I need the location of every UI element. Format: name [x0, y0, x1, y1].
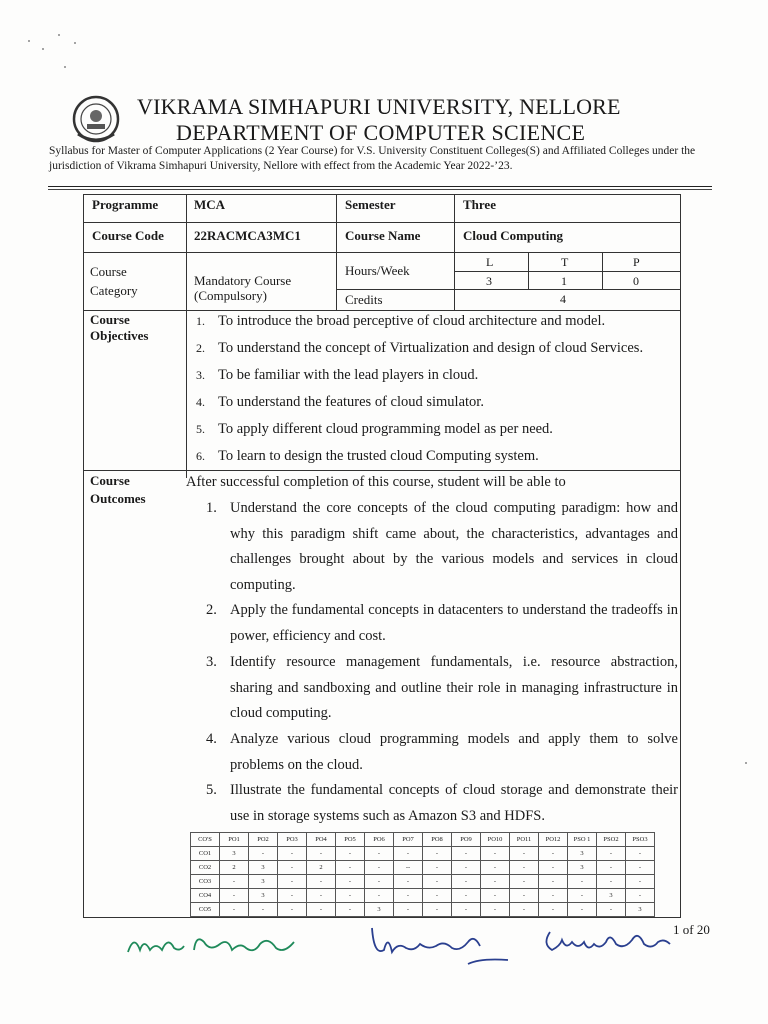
po-cell: 3	[568, 861, 597, 875]
po-cell: -	[423, 903, 452, 917]
po-cell: -	[307, 875, 336, 889]
objective-text: To be familiar with the lead players in cloud.	[218, 367, 479, 383]
po-header-cell: PO8	[423, 833, 452, 847]
po-cell: -	[336, 889, 365, 903]
po-cell: CO4	[191, 889, 220, 903]
outcomes-label-2: Outcomes	[90, 491, 146, 506]
po-cell: 3	[220, 847, 249, 861]
header-rule-thin	[48, 189, 712, 190]
objective-text: To understand the concept of Virtualization and design of cloud Services.	[218, 340, 644, 356]
po-cell: -	[539, 889, 568, 903]
objective-item	[196, 367, 478, 384]
po-cell: -	[452, 861, 481, 875]
po-header-cell: PO11	[510, 833, 539, 847]
outcome-text: Apply the fundamental concepts in datacenters to understand the tradeoffs in power, efficiency and cost.	[230, 602, 678, 644]
course-code-value: 22RACMCA3MC1	[194, 228, 301, 243]
table-divider	[454, 271, 681, 272]
scan-speck	[64, 66, 66, 68]
outcome-number: 5.	[206, 782, 217, 798]
po-cell: -	[278, 861, 307, 875]
po-cell: -	[423, 875, 452, 889]
po-cell: 3	[249, 875, 278, 889]
scan-speck	[58, 34, 60, 36]
po-cell: -	[423, 847, 452, 861]
hours-label: Hours/Week	[345, 263, 410, 278]
t-label: T	[561, 255, 569, 269]
course-category-label-2: Category	[90, 283, 138, 298]
objectives-label: Course	[90, 312, 130, 327]
po-header-cell: PO6	[365, 833, 394, 847]
po-cell: -	[365, 875, 394, 889]
category-value: Mandatory Course	[194, 273, 292, 288]
objective-item	[196, 421, 553, 438]
po-cell: -	[336, 903, 365, 917]
po-cell: -	[394, 903, 423, 917]
po-cell: CO5	[191, 903, 220, 917]
objective-item	[196, 394, 484, 411]
po-cell: -	[597, 847, 626, 861]
po-cell: -	[278, 875, 307, 889]
po-cell: -	[597, 861, 626, 875]
po-row	[191, 861, 655, 875]
scan-speck	[74, 42, 76, 44]
semester-value: Three	[463, 197, 496, 212]
po-cell: -	[481, 903, 510, 917]
po-cell: -	[249, 903, 278, 917]
po-header-cell: PO9	[452, 833, 481, 847]
p-value: 0	[633, 274, 639, 288]
objective-number: 4.	[196, 395, 205, 409]
credits-value: 4	[560, 292, 566, 306]
po-cell: -	[510, 889, 539, 903]
objectives-label-2: Objectives	[90, 328, 149, 343]
po-cell: 2	[220, 861, 249, 875]
po-header-cell: CO'S	[191, 833, 220, 847]
table-divider	[83, 252, 681, 253]
outcome-number: 1.	[206, 500, 217, 516]
po-header-cell: PO10	[481, 833, 510, 847]
po-header-cell: PSO 1	[568, 833, 597, 847]
course-name-value: Cloud Computing	[463, 228, 564, 243]
department-title: DEPARTMENT OF COMPUTER SCIENCE	[176, 120, 586, 145]
signature-1	[124, 928, 304, 962]
po-cell: -	[597, 875, 626, 889]
objective-text: To apply different cloud programming model as per need.	[218, 421, 553, 437]
po-cell: -	[278, 847, 307, 861]
po-mapping-table	[190, 832, 655, 917]
po-header-cell: PSO2	[597, 833, 626, 847]
objective-item	[196, 340, 643, 357]
po-header-cell: PO4	[307, 833, 336, 847]
table-divider	[83, 222, 681, 223]
t-value: 1	[561, 274, 567, 288]
credits-label: Credits	[345, 292, 383, 307]
outcome-item	[206, 727, 678, 778]
programme-value: MCA	[194, 197, 226, 212]
objective-text: To understand the features of cloud simulator.	[218, 394, 484, 410]
outcome-number: 3.	[206, 654, 217, 670]
outcome-item	[206, 496, 678, 598]
po-cell: -	[249, 847, 278, 861]
po-cell: -	[336, 861, 365, 875]
outcome-text: Analyze various cloud programming models and apply them to solve problems on the cloud.	[230, 731, 678, 773]
po-cell: -	[220, 889, 249, 903]
outcome-text: Illustrate the fundamental concepts of cloud storage and demonstrate their use in storage systems such as Amazon S3 and HDFS.	[230, 782, 678, 824]
po-cell: -	[220, 875, 249, 889]
po-cell: 3	[249, 861, 278, 875]
po-cell: -	[452, 889, 481, 903]
po-row	[191, 875, 655, 889]
po-cell: -	[510, 847, 539, 861]
po-cell: CO1	[191, 847, 220, 861]
po-cell: -	[394, 847, 423, 861]
semester-label: Semester	[345, 197, 396, 212]
po-cell: -	[597, 903, 626, 917]
po-cell: -	[481, 875, 510, 889]
po-row	[191, 847, 655, 861]
outcomes-intro: After successful completion of this course, student will be able to	[186, 474, 566, 490]
po-cell: CO3	[191, 875, 220, 889]
po-cell: -	[510, 861, 539, 875]
po-cell: -	[539, 875, 568, 889]
po-cell: -	[568, 875, 597, 889]
university-title: VIKRAMA SIMHAPURI UNIVERSITY, NELLORE	[137, 94, 621, 119]
p-label: P	[633, 255, 640, 269]
po-cell: -	[452, 903, 481, 917]
outcome-item	[206, 778, 678, 829]
objective-number: 6.	[196, 449, 205, 463]
page-number: 1 of 20	[673, 922, 710, 937]
po-cell: -	[452, 875, 481, 889]
scan-speck	[42, 48, 44, 50]
po-cell: -	[394, 875, 423, 889]
po-header-cell: PO3	[278, 833, 307, 847]
outcome-item	[206, 650, 678, 727]
po-cell: -	[365, 847, 394, 861]
objective-item	[196, 448, 539, 465]
po-header-row	[191, 833, 655, 847]
po-header-cell: PO7	[394, 833, 423, 847]
po-cell: -	[365, 889, 394, 903]
po-header-cell: PSO3	[626, 833, 655, 847]
po-cell: -	[423, 889, 452, 903]
l-label: L	[486, 255, 494, 269]
l-value: 3	[486, 274, 492, 288]
po-cell: -	[307, 903, 336, 917]
po-cell: -	[220, 903, 249, 917]
po-cell: --	[394, 861, 423, 875]
objective-text: To learn to design the trusted cloud Computing system.	[218, 448, 539, 464]
po-cell: -	[307, 889, 336, 903]
po-header-cell: PO1	[220, 833, 249, 847]
po-cell: -	[481, 861, 510, 875]
course-name-label: Course Name	[345, 228, 421, 243]
po-cell: -	[365, 861, 394, 875]
po-cell: 3	[249, 889, 278, 903]
university-seal-icon	[70, 94, 122, 144]
table-divider	[602, 252, 603, 289]
po-cell: 3	[626, 903, 655, 917]
po-cell: -	[481, 847, 510, 861]
po-cell: -	[626, 889, 655, 903]
outcome-number: 2.	[206, 602, 217, 618]
po-row	[191, 903, 655, 917]
outcome-text: Understand the core concepts of the cloud computing paradigm: how and why this paradigm shift came about, the characteristics, advantages and challenges brought about by the various models and services in cloud computing.	[230, 500, 678, 593]
signature-2	[368, 922, 518, 972]
po-header-cell: PO12	[539, 833, 568, 847]
course-code-label: Course Code	[92, 228, 164, 243]
objective-number: 2.	[196, 341, 205, 355]
table-divider	[336, 289, 681, 290]
po-cell: -	[539, 903, 568, 917]
po-header-cell: PO2	[249, 833, 278, 847]
scan-speck	[745, 762, 747, 764]
scan-speck	[28, 40, 30, 42]
outcome-item	[206, 598, 678, 649]
signature-3	[540, 922, 675, 960]
syllabus-line: Syllabus for Master of Computer Applications (2 Year Course) for V.S. University Constituent Colleges(S) and Affiliated Colleges under the jurisdiction of Vikrama Simhapuri University, Nellore with effect from the Academic Year 2022-’23.	[49, 145, 696, 172]
po-cell: -	[423, 861, 452, 875]
objective-number: 3.	[196, 368, 205, 382]
objective-item	[196, 313, 605, 330]
table-divider	[186, 194, 187, 474]
outcome-number: 4.	[206, 731, 217, 747]
po-cell: -	[452, 847, 481, 861]
po-cell: -	[626, 861, 655, 875]
outcome-text: Identify resource management fundamentals, i.e. resource abstraction, sharing and sandboxing and outline their role in managing infrastructure in cloud computing.	[230, 654, 678, 722]
programme-label: Programme	[92, 197, 159, 212]
outcomes-label: Course	[90, 473, 130, 488]
po-cell: -	[626, 847, 655, 861]
po-cell: -	[626, 875, 655, 889]
table-divider	[83, 470, 681, 471]
po-cell: -	[539, 861, 568, 875]
po-cell: -	[278, 889, 307, 903]
objective-text: To introduce the broad perceptive of cloud architecture and model.	[218, 313, 606, 329]
po-cell: -	[481, 889, 510, 903]
po-cell: 3	[597, 889, 626, 903]
objective-number: 5.	[196, 422, 205, 436]
po-header-cell: PO5	[336, 833, 365, 847]
po-cell: -	[539, 847, 568, 861]
po-cell: 2	[307, 861, 336, 875]
po-cell: -	[278, 903, 307, 917]
objective-number: 1.	[196, 314, 205, 328]
po-cell: -	[568, 903, 597, 917]
po-row	[191, 889, 655, 903]
po-cell: -	[307, 847, 336, 861]
category-value-2: (Compulsory)	[194, 288, 267, 303]
po-cell: -	[568, 889, 597, 903]
po-cell: 3	[365, 903, 394, 917]
po-cell: 3	[568, 847, 597, 861]
po-cell: -	[510, 875, 539, 889]
po-cell: -	[336, 847, 365, 861]
po-cell: -	[336, 875, 365, 889]
po-cell: CO2	[191, 861, 220, 875]
po-cell: -	[510, 903, 539, 917]
course-category-label: Course	[90, 264, 127, 279]
table-divider	[528, 252, 529, 289]
table-divider	[83, 310, 681, 311]
po-cell: -	[394, 889, 423, 903]
header-rule	[48, 186, 712, 187]
